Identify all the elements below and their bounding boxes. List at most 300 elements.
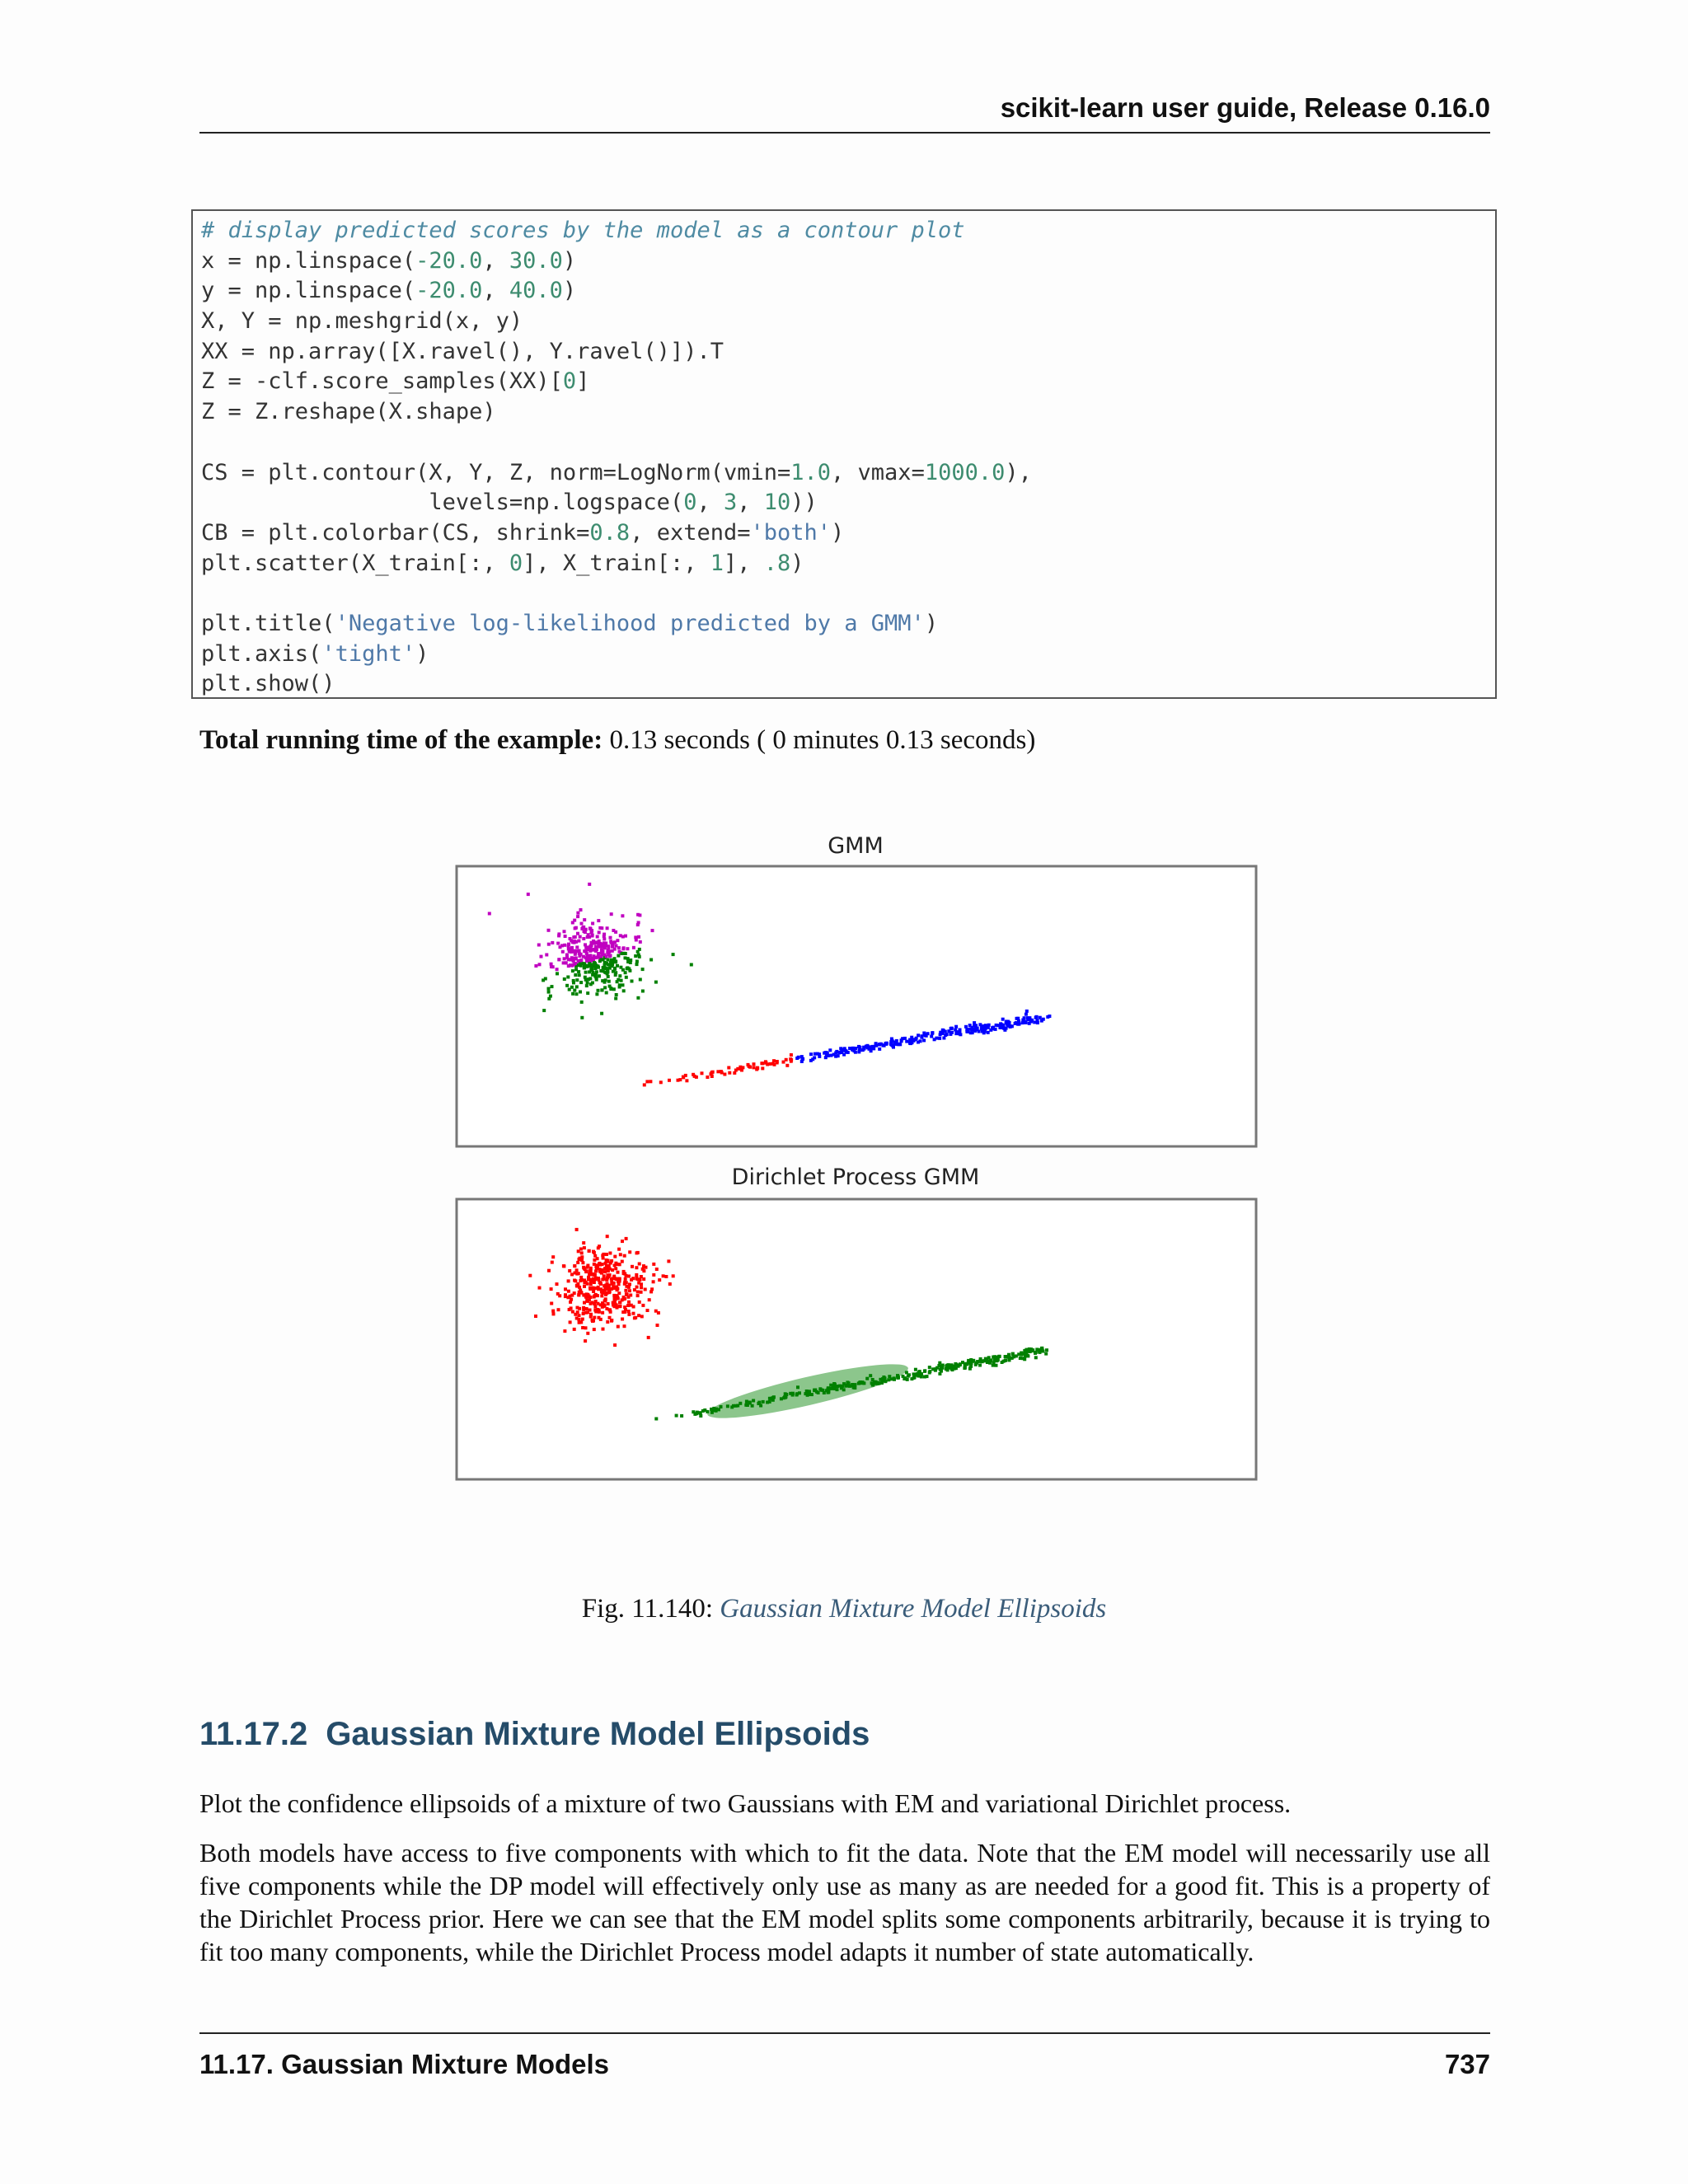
code-token: x = np.linspace( bbox=[201, 247, 416, 274]
code-token: 'Negative log-likelihood predicted by a GMM' bbox=[335, 610, 925, 636]
scatter-point bbox=[1036, 1021, 1039, 1024]
scatter-point bbox=[586, 1266, 589, 1269]
scatter-point bbox=[938, 1037, 941, 1040]
scatter-point bbox=[915, 1372, 918, 1376]
scatter-point bbox=[584, 1270, 588, 1273]
header-title: scikit-learn user guide, Release 0.16.0 bbox=[1000, 92, 1490, 123]
scatter-point bbox=[938, 1372, 941, 1376]
scatter-point bbox=[649, 1080, 652, 1083]
scatter-point bbox=[598, 940, 601, 943]
scatter-point bbox=[922, 1038, 926, 1042]
code-token: 1.0 bbox=[790, 459, 832, 485]
scatter-point bbox=[601, 1291, 604, 1294]
scatter-point bbox=[1045, 1348, 1048, 1352]
scatter-point bbox=[878, 1043, 881, 1046]
scatter-point bbox=[603, 1300, 607, 1303]
scatter-point bbox=[851, 1383, 854, 1386]
scatter-point bbox=[547, 987, 551, 991]
scatter-point bbox=[979, 1360, 982, 1363]
scatter-point bbox=[974, 1363, 978, 1366]
code-line bbox=[201, 549, 1495, 579]
scatter-point bbox=[940, 1365, 943, 1368]
code-token: 40.0 bbox=[509, 278, 563, 304]
scatter-point bbox=[561, 950, 565, 954]
scatter-point bbox=[598, 926, 602, 930]
scatter-point bbox=[588, 1287, 592, 1291]
scatter-point bbox=[603, 961, 607, 964]
scatter-point bbox=[873, 1382, 876, 1385]
scatter-point bbox=[978, 1023, 982, 1026]
scatter-point bbox=[641, 990, 645, 993]
scatter-point bbox=[903, 1037, 907, 1040]
section-number: 11.17.2 bbox=[199, 1716, 308, 1752]
scatter-point bbox=[594, 964, 598, 968]
scatter-point bbox=[598, 1282, 602, 1285]
scatter-point bbox=[626, 966, 629, 969]
figure-gmm-ellipsoids bbox=[445, 820, 1278, 1496]
scatter-point bbox=[583, 1285, 586, 1288]
scatter-point bbox=[612, 941, 615, 944]
caption-link[interactable]: Gaussian Mixture Model Ellipsoids bbox=[720, 1594, 1107, 1624]
scatter-point bbox=[603, 986, 607, 989]
scatter-point bbox=[615, 1277, 618, 1281]
scatter-point bbox=[614, 973, 617, 977]
scatter-point bbox=[1034, 1356, 1038, 1359]
scatter-point bbox=[1006, 1355, 1010, 1358]
code-token: plt.show() bbox=[201, 671, 335, 697]
scatter-point bbox=[646, 1309, 649, 1312]
scatter-point bbox=[857, 1045, 860, 1048]
scatter-point bbox=[611, 949, 614, 953]
scatter-point bbox=[580, 1251, 584, 1254]
scatter-point bbox=[726, 1404, 729, 1408]
code-line bbox=[201, 307, 1495, 337]
scatter-point bbox=[551, 985, 554, 988]
scatter-point bbox=[596, 935, 599, 939]
scatter-point bbox=[569, 1301, 572, 1304]
scatter-point bbox=[614, 930, 617, 934]
panel-frame-dpgmm bbox=[457, 1199, 1256, 1479]
scatter-point bbox=[1001, 1018, 1005, 1021]
scatter-point bbox=[635, 1273, 638, 1277]
scatter-point bbox=[575, 992, 579, 996]
code-token: 30.0 bbox=[509, 247, 563, 274]
scatter-point bbox=[1037, 1348, 1040, 1352]
scatter-point bbox=[639, 1278, 642, 1282]
scatter-point bbox=[992, 1356, 995, 1359]
scatter-point bbox=[1007, 1358, 1010, 1361]
scatter-point bbox=[595, 992, 598, 996]
scatter-point bbox=[556, 942, 560, 945]
scatter-point bbox=[842, 1385, 845, 1388]
scatter-point bbox=[600, 989, 603, 992]
code-token: ) bbox=[562, 247, 577, 274]
scatter-point bbox=[583, 1301, 586, 1305]
runtime-value: 0.13 seconds ( 0 minutes 0.13 seconds) bbox=[603, 725, 1036, 755]
scatter-point bbox=[637, 1314, 640, 1317]
scatter-point bbox=[941, 1029, 945, 1032]
page-number: 737 bbox=[1444, 2049, 1490, 2079]
scatter-point bbox=[550, 1287, 553, 1291]
scatter-point bbox=[874, 1044, 878, 1047]
scatter-point bbox=[589, 982, 593, 986]
code-token: ) bbox=[790, 550, 804, 576]
scatter-point bbox=[601, 1263, 604, 1266]
scatter-point bbox=[574, 973, 577, 977]
scatter-point bbox=[637, 935, 640, 939]
scatter-point bbox=[625, 1285, 628, 1288]
scatter-point bbox=[569, 1320, 572, 1324]
scatter-point bbox=[996, 1356, 1000, 1359]
scatter-point bbox=[1025, 1013, 1028, 1016]
scatter-point bbox=[605, 991, 608, 995]
scatter-point bbox=[973, 1029, 977, 1032]
scatter-point bbox=[1034, 1352, 1037, 1355]
scatter-point bbox=[1034, 1016, 1038, 1019]
scatter-point bbox=[924, 1033, 927, 1037]
scatter-point bbox=[570, 1272, 574, 1276]
paragraph-details: Both models have access to five components with which to fit the data. Note that the EM model will necessarily use all five components while the DP model will effectively only use as many as are needed for a good fit. This is a property of the Dirichlet Process prior. Here we can see that the EM model splits some components arbitrarily, because it is trying to fit too many components, while the Dirichlet Process model adapts it number of state automatically. bbox=[199, 1838, 1490, 1966]
scatter-point bbox=[570, 986, 574, 989]
scatter-point bbox=[772, 1395, 776, 1399]
scatter-point bbox=[910, 1377, 913, 1380]
scatter-point bbox=[585, 1307, 588, 1310]
scatter-point bbox=[865, 1377, 869, 1380]
scatter-point bbox=[655, 1268, 659, 1271]
scatter-point bbox=[613, 1343, 617, 1347]
scatter-point bbox=[632, 1305, 635, 1309]
scatter-point bbox=[609, 987, 612, 991]
scatter-point bbox=[621, 983, 625, 987]
scatter-point bbox=[954, 1029, 957, 1032]
scatter-point bbox=[640, 1315, 644, 1318]
scatter-point bbox=[597, 989, 600, 992]
scatter-point bbox=[711, 1071, 715, 1074]
scatter-point bbox=[610, 912, 613, 916]
scatter-point bbox=[618, 1301, 621, 1305]
scatter-point bbox=[616, 1306, 619, 1310]
code-token: y = np.linspace( bbox=[201, 278, 416, 304]
scatter-point bbox=[628, 1289, 631, 1292]
footer-section: 11.17. Gaussian Mixture Models bbox=[199, 2049, 610, 2079]
scatter-point bbox=[597, 1277, 600, 1280]
scatter-point bbox=[573, 989, 576, 992]
scatter-point bbox=[593, 1316, 596, 1319]
scatter-point bbox=[621, 952, 624, 955]
figure-caption bbox=[0, 1594, 1688, 1624]
scatter-point bbox=[563, 957, 566, 960]
scatter-point bbox=[617, 1263, 620, 1266]
scatter-point bbox=[677, 1079, 680, 1082]
scatter-point bbox=[575, 1317, 579, 1320]
scatter-point bbox=[586, 1300, 589, 1303]
scatter-point bbox=[765, 1062, 768, 1065]
scatter-point bbox=[642, 1264, 645, 1268]
scatter-point bbox=[574, 926, 578, 930]
scatter-point bbox=[768, 1400, 771, 1404]
scatter-point bbox=[1044, 1352, 1048, 1356]
scatter-point bbox=[597, 952, 600, 955]
code-token: ) bbox=[415, 640, 429, 667]
scatter-point bbox=[609, 936, 612, 940]
code-token: 0.8 bbox=[589, 519, 631, 546]
scatter-point bbox=[605, 971, 608, 974]
scatter-point bbox=[626, 1304, 630, 1307]
scatter-point bbox=[540, 955, 543, 958]
scatter-point bbox=[664, 1275, 668, 1278]
code-token: 0 bbox=[683, 490, 697, 516]
scatter-point bbox=[1029, 1019, 1032, 1022]
scatter-point bbox=[939, 1368, 942, 1371]
scatter-point bbox=[627, 1296, 631, 1299]
scatter-point bbox=[640, 1286, 643, 1289]
scatter-point bbox=[619, 1305, 622, 1308]
scatter-point bbox=[613, 1263, 617, 1267]
scatter-point bbox=[650, 1287, 654, 1291]
scatter-point bbox=[651, 929, 654, 932]
scatter-point bbox=[780, 1397, 783, 1400]
scatter-point bbox=[599, 1318, 603, 1321]
scatter-point bbox=[617, 1325, 620, 1329]
caption-prefix: Fig. 11.140: bbox=[581, 1594, 720, 1624]
scatter-point bbox=[598, 974, 601, 977]
scatter-point bbox=[615, 1286, 618, 1289]
scatter-point bbox=[580, 922, 584, 926]
scatter-point bbox=[867, 1045, 870, 1048]
scatter-point bbox=[565, 954, 569, 957]
scatter-point bbox=[706, 1076, 709, 1079]
scatter-point bbox=[581, 1318, 584, 1321]
scatter-point bbox=[603, 1274, 606, 1277]
scatter-point bbox=[964, 1366, 967, 1370]
scatter-point bbox=[607, 1308, 611, 1311]
scatter-point bbox=[568, 1269, 571, 1272]
scatter-point bbox=[638, 955, 641, 958]
scatter-point bbox=[585, 984, 588, 987]
scatter-point bbox=[573, 1264, 576, 1268]
scatter-point bbox=[931, 1367, 935, 1371]
scatter-point bbox=[584, 1339, 587, 1343]
scatter-point bbox=[625, 976, 628, 979]
scatter-point bbox=[745, 1404, 748, 1407]
code-token: 1 bbox=[710, 550, 724, 576]
scatter-point bbox=[607, 1269, 610, 1272]
scatter-point bbox=[614, 1267, 617, 1270]
scatter-point bbox=[644, 1288, 647, 1291]
scatter-point bbox=[734, 1404, 738, 1408]
scatter-point bbox=[547, 1269, 551, 1272]
scatter-point bbox=[796, 1385, 799, 1389]
scatter-point bbox=[854, 1051, 857, 1054]
scatter-point bbox=[556, 1292, 560, 1296]
scatter-point bbox=[635, 1266, 638, 1269]
scatter-point bbox=[738, 1066, 742, 1069]
scatter-point bbox=[621, 1260, 624, 1263]
scatter-point bbox=[542, 1009, 546, 1012]
scatter-point bbox=[643, 1083, 646, 1086]
scatter-point bbox=[569, 963, 572, 967]
scatter-point bbox=[582, 1241, 585, 1244]
scatter-point bbox=[956, 1363, 959, 1366]
scatter-point bbox=[878, 1047, 881, 1051]
scatter-point bbox=[589, 1267, 593, 1270]
scatter-point bbox=[635, 1286, 639, 1289]
scatter-point bbox=[835, 1050, 838, 1053]
code-token: -20.0 bbox=[415, 278, 483, 304]
scatter-point bbox=[652, 1280, 655, 1283]
scatter-point bbox=[577, 1249, 580, 1253]
scatter-point bbox=[776, 1060, 779, 1063]
scatter-point bbox=[611, 945, 614, 949]
scatter-point bbox=[795, 1392, 799, 1395]
page-header bbox=[199, 92, 1490, 134]
scatter-point bbox=[574, 968, 578, 971]
scatter-point bbox=[534, 1315, 537, 1318]
scatter-point bbox=[623, 1254, 626, 1258]
scatter-point bbox=[584, 943, 587, 946]
code-token: 3 bbox=[723, 490, 738, 516]
scatter-point bbox=[627, 1310, 631, 1313]
code-token: ] bbox=[576, 368, 590, 395]
scatter-point bbox=[584, 971, 588, 974]
scatter-point bbox=[1040, 1347, 1043, 1350]
scatter-point bbox=[784, 1392, 787, 1395]
code-line bbox=[201, 397, 1495, 428]
scatter-point bbox=[627, 1301, 631, 1304]
scatter-point bbox=[659, 1080, 663, 1084]
scatter-point bbox=[613, 1255, 617, 1258]
scatter-point bbox=[636, 923, 640, 926]
scatter-point bbox=[592, 940, 595, 943]
scatter-point bbox=[634, 935, 637, 939]
scatter-point bbox=[607, 1291, 611, 1294]
scatter-point bbox=[842, 1053, 846, 1057]
scatter-point bbox=[641, 1304, 645, 1307]
scatter-point bbox=[1039, 1016, 1042, 1019]
scatter-point bbox=[919, 1039, 922, 1043]
scatter-point bbox=[954, 1025, 958, 1029]
scatter-point bbox=[597, 919, 600, 922]
scatter-point bbox=[583, 1278, 586, 1282]
panel-title-gmm: GMM bbox=[828, 833, 884, 859]
scatter-point bbox=[565, 961, 568, 964]
scatter-point bbox=[614, 997, 617, 1001]
scatter-point bbox=[534, 964, 537, 968]
scatter-point bbox=[1000, 1023, 1003, 1026]
code-line bbox=[201, 246, 1495, 277]
scatter-point bbox=[720, 1071, 724, 1075]
scatter-point bbox=[639, 978, 642, 982]
scatter-point bbox=[827, 1391, 830, 1394]
scatter-point bbox=[614, 960, 617, 963]
scatter-point bbox=[632, 946, 635, 949]
scatter-point bbox=[1033, 1020, 1036, 1024]
scatter-point bbox=[584, 964, 587, 968]
scatter-point bbox=[905, 1040, 908, 1043]
scatter-point bbox=[988, 1361, 992, 1365]
scatter-point bbox=[593, 1258, 596, 1262]
scatter-point bbox=[547, 997, 551, 1001]
scatter-point bbox=[887, 1378, 890, 1381]
scatter-point bbox=[771, 1062, 775, 1066]
scatter-point bbox=[811, 1057, 814, 1061]
code-token: Z = -clf.score_samples(XX)[ bbox=[201, 368, 563, 395]
scatter-point bbox=[834, 1055, 837, 1058]
scatter-point bbox=[1016, 1023, 1020, 1026]
scatter-point bbox=[557, 958, 560, 961]
scatter-point bbox=[577, 1272, 580, 1275]
scatter-point bbox=[606, 1273, 609, 1277]
scatter-point bbox=[772, 1059, 776, 1062]
scatter-point bbox=[593, 1302, 596, 1305]
scatter-point bbox=[598, 1269, 602, 1272]
code-token: levels=np.logspace( bbox=[201, 490, 684, 516]
scatter-point bbox=[600, 958, 603, 962]
code-token: Z = Z.reshape(X.shape) bbox=[201, 399, 496, 425]
scatter-point bbox=[564, 935, 567, 938]
scatter-point bbox=[621, 914, 624, 917]
scatter-point bbox=[648, 1298, 651, 1301]
scatter-point bbox=[580, 1001, 584, 1004]
scatter-point bbox=[738, 1402, 742, 1405]
scatter-point bbox=[818, 1387, 822, 1390]
scatter-point bbox=[576, 932, 579, 935]
scatter-point bbox=[761, 1062, 764, 1065]
scatter-point bbox=[634, 1316, 637, 1319]
scatter-point bbox=[617, 1277, 621, 1281]
scatter-point bbox=[586, 991, 589, 995]
scatter-point bbox=[639, 940, 642, 944]
code-token: , bbox=[737, 490, 764, 516]
code-token: CB = plt.colorbar(CS, shrink= bbox=[201, 519, 590, 546]
scatter-point bbox=[591, 1319, 594, 1323]
scatter-point bbox=[1024, 1020, 1027, 1024]
scatter-point bbox=[636, 1291, 640, 1294]
scatter-point bbox=[654, 1310, 658, 1313]
scatter-point bbox=[551, 941, 554, 944]
scatter-point bbox=[627, 1313, 631, 1316]
scatter-point bbox=[652, 1263, 655, 1266]
scatter-point bbox=[871, 1378, 874, 1381]
scatter-point bbox=[624, 971, 627, 974]
scatter-point bbox=[902, 1375, 905, 1378]
scatter-point bbox=[912, 1038, 916, 1041]
scatter-point bbox=[567, 1290, 570, 1293]
runtime-label: Total running time of the example: bbox=[199, 725, 603, 755]
scatter-point bbox=[728, 1071, 731, 1075]
scatter-point bbox=[579, 991, 582, 994]
scatter-point bbox=[720, 1405, 723, 1408]
scatter-point bbox=[1016, 1017, 1020, 1020]
scatter-point bbox=[991, 1027, 994, 1030]
scatter-point bbox=[610, 1279, 613, 1282]
scatter-point bbox=[545, 954, 548, 957]
scatter-point bbox=[603, 1305, 607, 1308]
scatter-point bbox=[569, 958, 572, 962]
code-line bbox=[201, 488, 1495, 518]
scatter-point bbox=[573, 1279, 576, 1282]
scatter-point bbox=[946, 1368, 950, 1371]
scatter-point bbox=[537, 944, 541, 947]
code-token: X, Y = np.meshgrid(x, y) bbox=[201, 308, 523, 335]
scatter-point bbox=[608, 1252, 612, 1255]
scatter-point bbox=[607, 950, 611, 954]
code-token: CS = plt.contour(X, Y, Z, norm=LogNorm(vmin= bbox=[201, 459, 791, 485]
scatter-point bbox=[606, 1282, 609, 1286]
code-token: 10 bbox=[763, 490, 791, 516]
scatter-point bbox=[609, 961, 612, 964]
code-token: , bbox=[482, 278, 509, 304]
